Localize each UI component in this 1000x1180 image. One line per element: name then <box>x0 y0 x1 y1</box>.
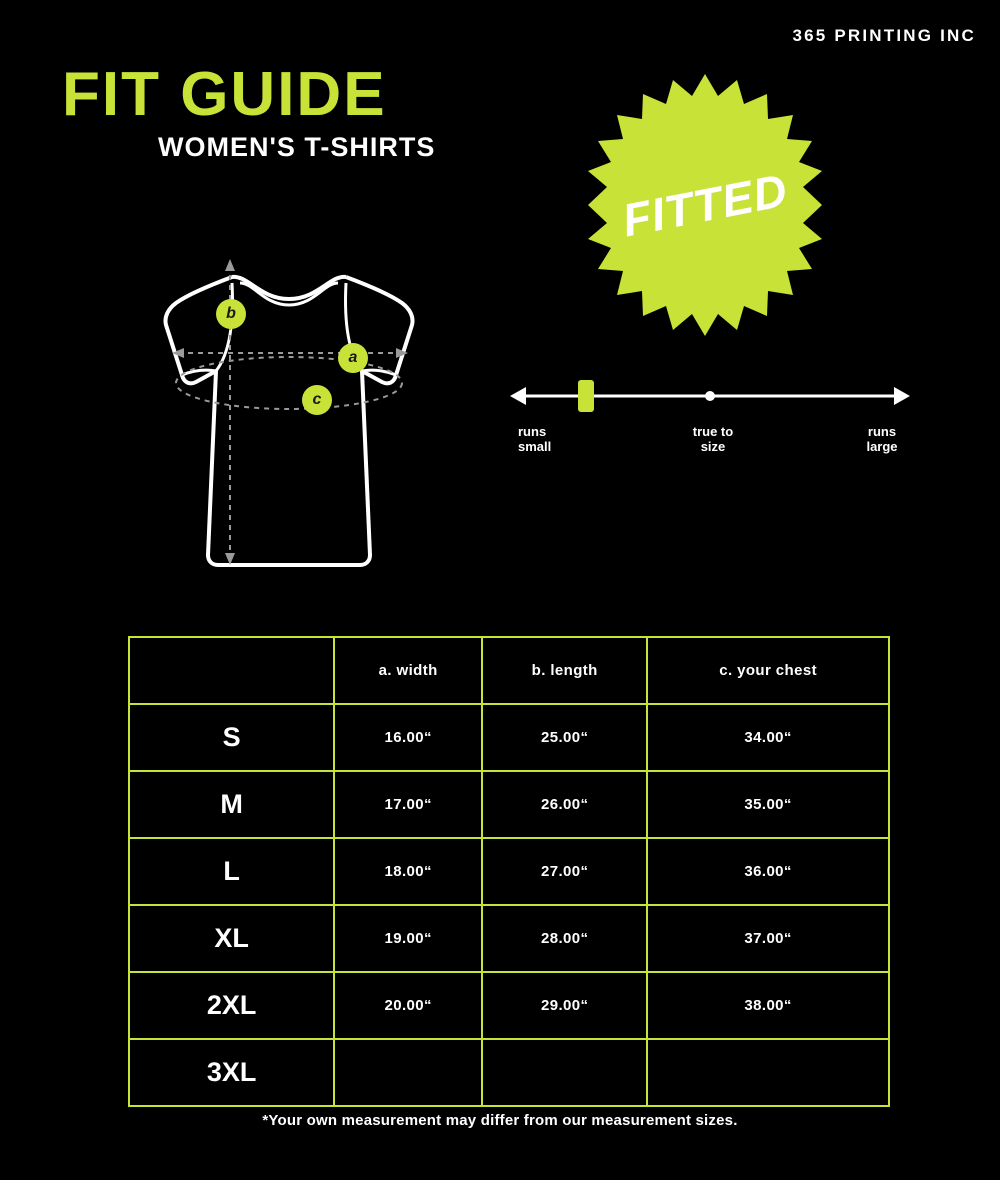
fit-scale-label-large-line1: runs <box>867 424 897 439</box>
fitted-badge <box>572 72 838 338</box>
cell-length: 26.00“ <box>482 771 647 838</box>
cell-width: 16.00“ <box>334 704 482 771</box>
table-header-row <box>129 637 889 704</box>
fit-scale <box>510 372 910 472</box>
cell-size: XL <box>129 905 334 972</box>
table-row <box>129 704 889 771</box>
marker-a: a <box>338 343 368 373</box>
cell-width: 18.00“ <box>334 838 482 905</box>
fit-scale-label-small-line1: runs <box>518 424 547 439</box>
fit-scale-label-small <box>518 424 551 454</box>
cell-length <box>482 1039 647 1106</box>
footnote: *Your own measurement may differ from our measurement sizes. <box>262 1112 738 1129</box>
table-row <box>129 771 889 838</box>
fit-scale-label-large <box>854 424 910 454</box>
table-header-chest: c. your chest <box>647 637 889 704</box>
size-table <box>128 636 890 1107</box>
cell-width: 20.00“ <box>334 972 482 1039</box>
cell-size: 2XL <box>129 972 334 1039</box>
page-subtitle: WOMEN'S T-SHIRTS <box>158 132 436 162</box>
size-table-wrap <box>128 636 890 1107</box>
table-row <box>129 838 889 905</box>
brand-name: 365 PRINTING INC <box>792 26 976 45</box>
cell-length: 29.00“ <box>482 972 647 1039</box>
tshirt-diagram <box>120 225 480 585</box>
cell-length: 25.00“ <box>482 704 647 771</box>
table-header-length: b. length <box>482 637 647 704</box>
cell-size: M <box>129 771 334 838</box>
cell-length: 27.00“ <box>482 838 647 905</box>
cell-chest: 36.00“ <box>647 838 889 905</box>
table-row <box>129 905 889 972</box>
cell-size: L <box>129 838 334 905</box>
cell-size: S <box>129 704 334 771</box>
cell-width: 19.00“ <box>334 905 482 972</box>
cell-chest <box>647 1039 889 1106</box>
cell-size: 3XL <box>129 1039 334 1106</box>
title-block <box>62 60 482 162</box>
fit-scale-marker <box>578 380 594 412</box>
table-row <box>129 1039 889 1106</box>
cell-width: 17.00“ <box>334 771 482 838</box>
fit-scale-label-large-line2: large <box>866 439 898 454</box>
fitted-badge-label: FITTED <box>618 163 792 247</box>
fit-scale-label-true-line2: size <box>700 439 726 454</box>
page-title: FIT GUIDE <box>62 60 387 129</box>
cell-length: 28.00“ <box>482 905 647 972</box>
cell-chest: 35.00“ <box>647 771 889 838</box>
fit-scale-label-true-line1: true to <box>692 424 734 439</box>
tshirt-outline-icon <box>120 225 480 585</box>
table-row <box>129 972 889 1039</box>
cell-chest: 37.00“ <box>647 905 889 972</box>
cell-width <box>334 1039 482 1106</box>
marker-c: c <box>302 385 332 415</box>
marker-b: b <box>216 299 246 329</box>
fit-scale-label-small-line2: small <box>518 439 552 454</box>
cell-chest: 38.00“ <box>647 972 889 1039</box>
table-header-width: a. width <box>334 637 482 704</box>
table-header-blank <box>129 637 334 704</box>
fit-scale-label-true <box>678 424 748 454</box>
cell-chest: 34.00“ <box>647 704 889 771</box>
fit-scale-axis-icon <box>510 372 910 420</box>
